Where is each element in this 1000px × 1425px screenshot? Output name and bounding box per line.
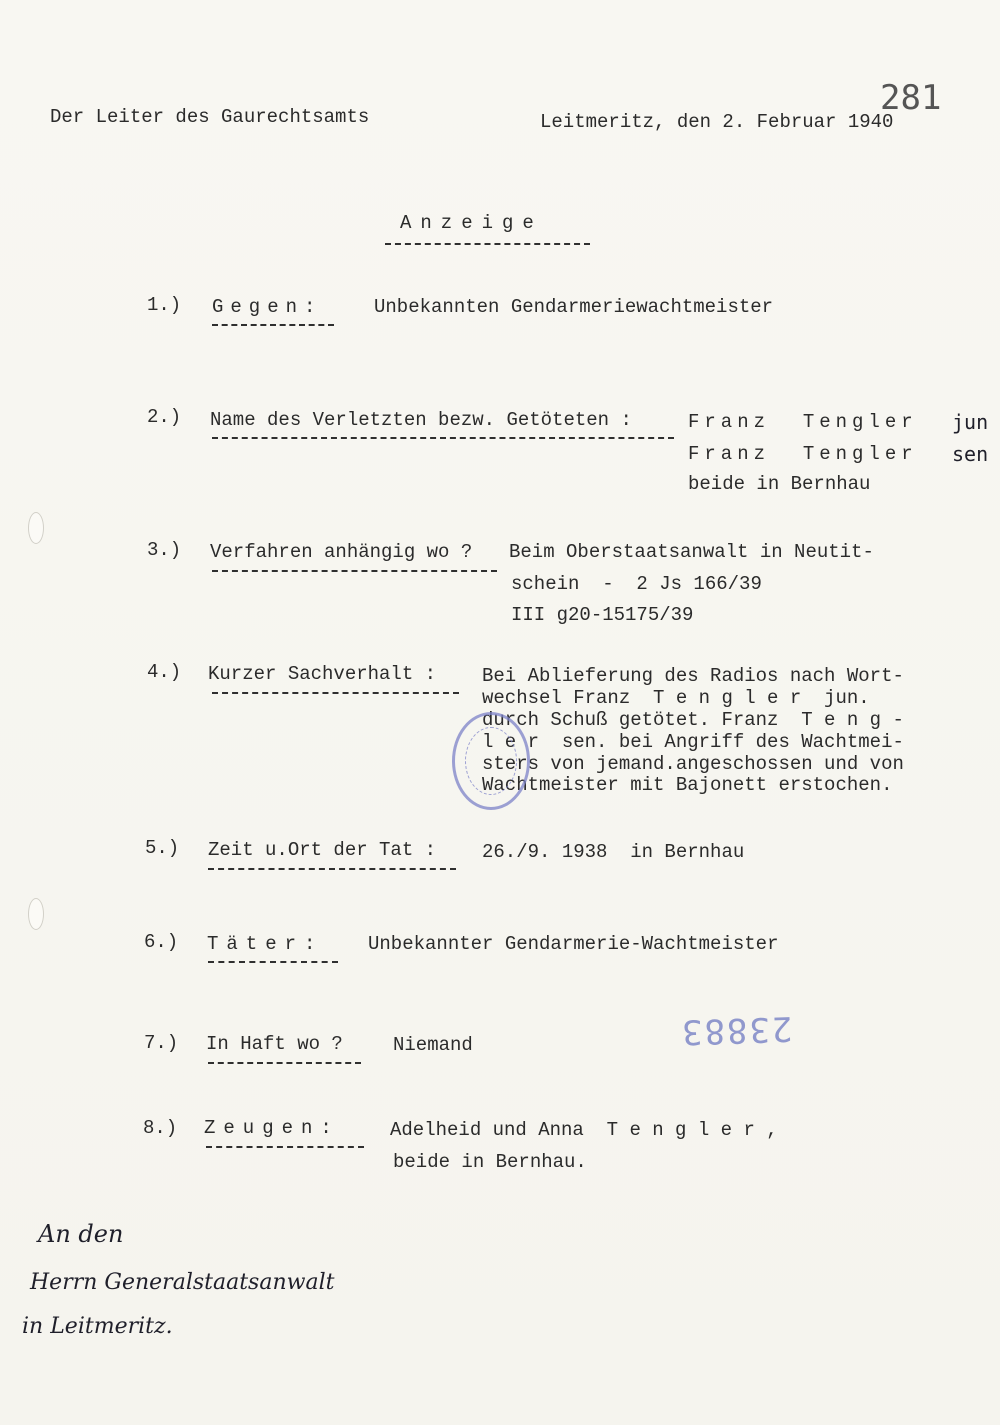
- blue-number-stamp: 23883: [679, 1008, 794, 1052]
- item-4-line-5: sters von jemand.angeschossen und von: [482, 753, 904, 775]
- item-7-number: 7.): [144, 1032, 179, 1054]
- item-3-line-2: schein - 2 Js 166/39: [511, 573, 762, 595]
- item-8-underline: [206, 1146, 364, 1148]
- annotation-sen: sen: [952, 442, 989, 466]
- item-2-number: 2.): [147, 406, 182, 428]
- title-underline: [385, 243, 590, 245]
- item-4-underline: [212, 692, 459, 694]
- item-2-underline: [212, 437, 674, 439]
- item-2-label: Name des Verletzten bezw. Getöteten :: [210, 409, 632, 431]
- item-5-value: 26./9. 1938 in Bernhau: [482, 841, 745, 863]
- punch-hole-top: [28, 512, 44, 544]
- item-2-line-1: Franz Tengler: [688, 411, 918, 433]
- handwritten-address-line-2: Herrn Generalstaatsanwalt: [30, 1270, 335, 1295]
- item-6-number: 6.): [144, 931, 179, 953]
- item-4-label: Kurzer Sachverhalt :: [208, 663, 437, 685]
- item-3-underline: [212, 570, 497, 572]
- item-3-line-1: Beim Oberstaatsanwalt in Neutit-: [509, 541, 874, 563]
- item-5-label: Zeit u.Ort der Tat :: [208, 839, 437, 861]
- item-7-value: Niemand: [393, 1034, 473, 1056]
- place-date: Leitmeritz, den 2. Februar 1940: [540, 111, 894, 133]
- item-1-label: Gegen:: [212, 296, 323, 318]
- item-8-number: 8.): [143, 1117, 178, 1139]
- item-2-line-3: beide in Bernhau: [688, 473, 871, 495]
- punch-hole-bottom: [28, 898, 44, 930]
- item-6-label: Täter:: [207, 933, 324, 955]
- item-5-number: 5.): [145, 837, 180, 859]
- item-2-line-2: Franz Tengler: [688, 443, 918, 465]
- item-3-number: 3.): [147, 539, 182, 561]
- handwritten-address-line-3: in Leitmeritz.: [22, 1314, 173, 1339]
- item-6-value: Unbekannter Gendarmerie-Wachtmeister: [368, 933, 779, 955]
- item-3-line-3: III g20-15175/39: [511, 604, 694, 626]
- item-4-line-2: wechsel Franz T e n g l e r jun.: [482, 687, 870, 709]
- item-7-underline: [208, 1062, 361, 1064]
- folio-number: 281: [880, 78, 942, 118]
- item-4-line-3: durch Schuß getötet. Franz T e n g -: [482, 709, 904, 731]
- item-4-number: 4.): [147, 661, 182, 683]
- annotation-jun: jun: [952, 410, 989, 434]
- document-title: Anzeige: [400, 212, 543, 234]
- item-4-line-6: Wachtmeister mit Bajonett erstochen.: [482, 774, 893, 796]
- item-1-underline: [212, 324, 334, 326]
- sender-line: Der Leiter des Gaurechtsamts: [50, 106, 370, 128]
- item-5-underline: [208, 868, 456, 870]
- handwritten-address-line-1: An den: [38, 1220, 124, 1248]
- item-8-line-1: Adelheid und Anna T e n g l e r ,: [390, 1119, 778, 1141]
- official-seal: [452, 712, 530, 810]
- item-3-label: Verfahren anhängig wo ?: [210, 541, 473, 563]
- item-4-line-1: Bei Ablieferung des Radios nach Wort-: [482, 665, 904, 687]
- item-8-label: Zeugen:: [204, 1117, 340, 1139]
- item-4-line-4: l e r sen. bei Angriff des Wachtmei-: [482, 731, 904, 753]
- item-1-number: 1.): [147, 294, 182, 316]
- item-1-value: Unbekannten Gendarmeriewachtmeister: [374, 296, 774, 318]
- item-6-underline: [208, 961, 338, 963]
- item-8-line-2: beide in Bernhau.: [393, 1151, 587, 1173]
- item-7-label: In Haft wo ?: [206, 1033, 343, 1055]
